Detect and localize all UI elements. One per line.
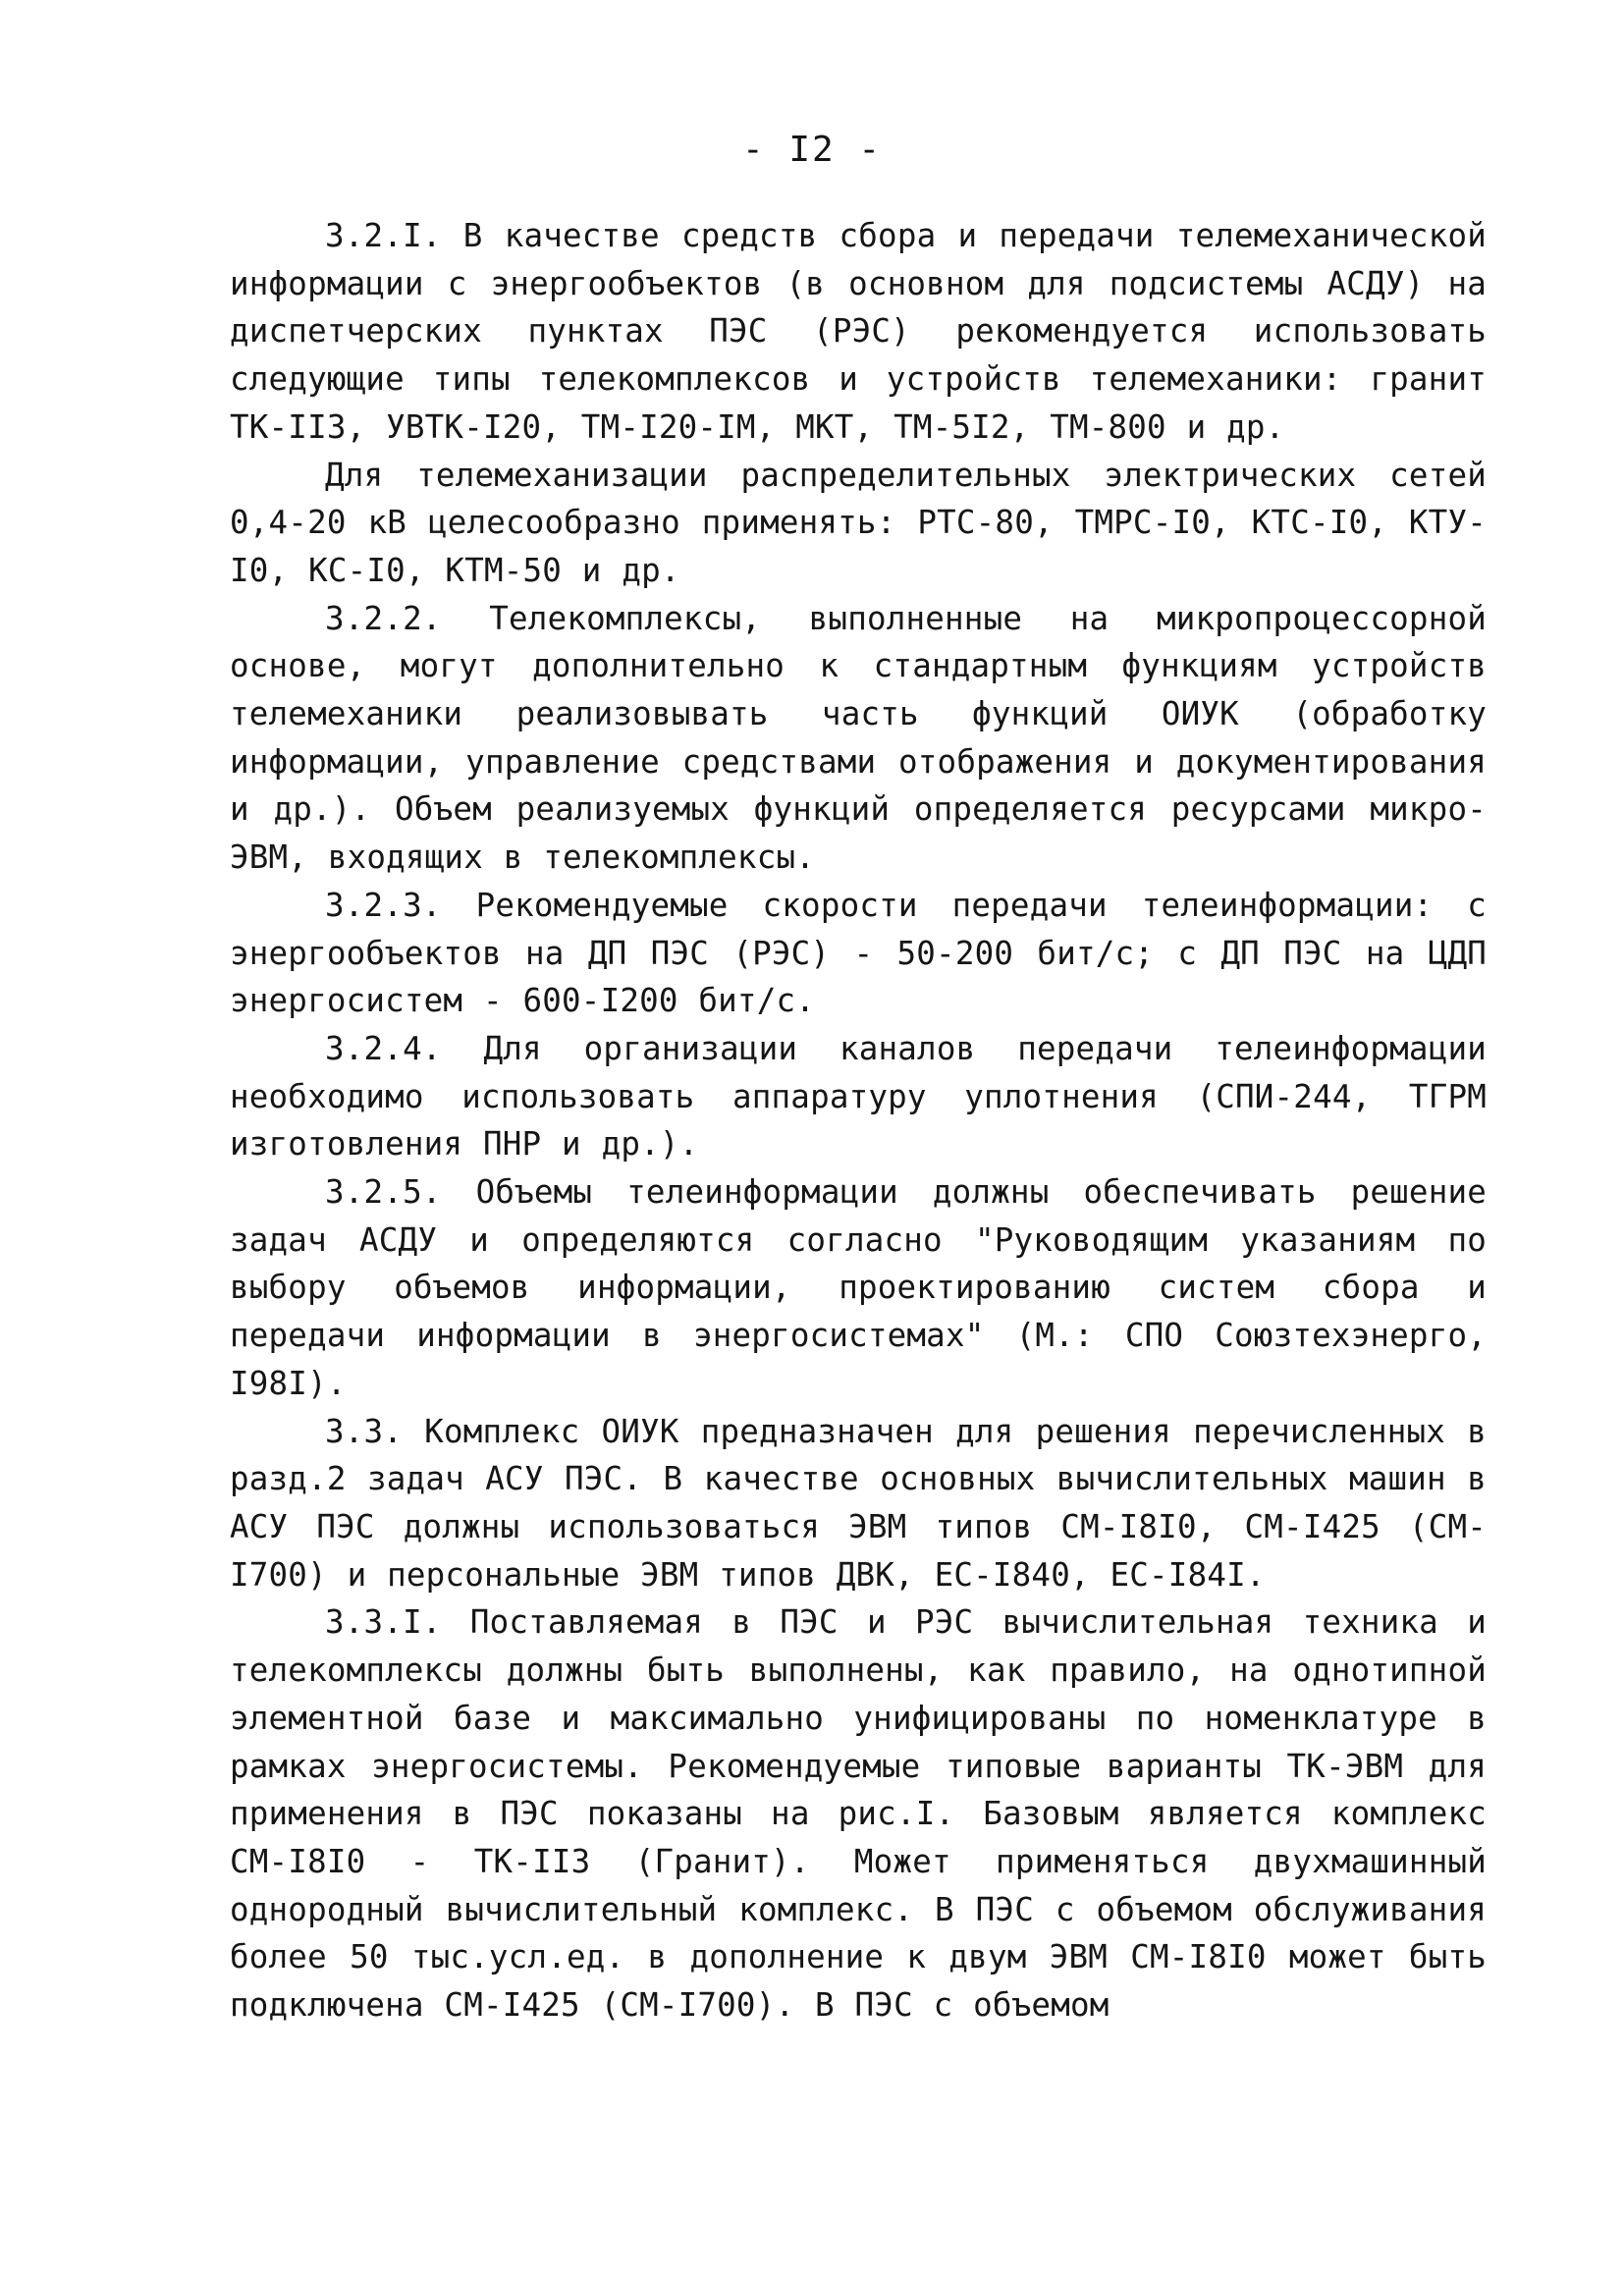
paragraph-3-2-2: 3.2.2. Телекомплексы, выполненные на микропроцессорной основе, могут дополнительно к стандартным функциям устройств телемеханики реализовывать часть функций ОИУК (обработку информации, управление средствами отображения и документирования и др.). Объем реализуемых функций определяется ресурсами микро-ЭВМ, входящих в телекомплексы.: [230, 599, 1487, 877]
paragraph-telemechanization: Для телемеханизации распределительных электрических сетей 0,4-20 кВ целесообразно применять: РТС-80, ТМРС-I0, КТС-I0, КТУ-I0, КС-I0, КТМ-50 и др.: [230, 456, 1487, 589]
body-text: [230, 212, 1487, 2029]
paragraph-3-2-1: 3.2.I. В качестве средств сбора и передачи телемеханической информации с энергообъектов (в основном для подсистемы АСДУ) на диспетчерских пунктах ПЭС (РЭС) рекомендуется использовать следующие типы телекомплексов и устройств телемеханики: гранит ТК-II3, УВТК-I20, ТМ-I20-IМ, МКТ, ТМ-5I2, ТМ-800 и др.: [230, 217, 1487, 446]
paragraph-3-2-4: 3.2.4. Для организации каналов передачи телеинформации необходимо использовать аппаратуру уплотнения (СПИ-244, ТГРМ изготовления ПНР и др.).: [230, 1029, 1487, 1164]
paragraph-3-3: 3.3. Комплекс ОИУК предназначен для решения перечисленных в разд.2 задач АСУ ПЭС. В качестве основных вычислительных машин в АСУ ПЭС должны использоваться ЭВМ типов СМ-I8I0, СМ-I425 (СМ-I700) и персональные ЭВМ типов ДВК, ЕС-I840, ЕС-I84I.: [230, 1412, 1487, 1594]
paragraph-3-2-5: 3.2.5. Объемы телеинформации должны обеспечивать решение задач АСДУ и определяются согласно "Руководящим указаниям по выбору объемов информации, проектированию систем сбора и передачи информации в энергосистемах" (М.: СПО Союзтехэнерго, I98I).: [230, 1173, 1487, 1402]
paragraph-3-2-3: 3.2.3. Рекомендуемые скорости передачи телеинформации: с энергообъектов на ДП ПЭС (РЭС) - 50-200 бит/с; с ДП ПЭС на ЦДП энергосистем - 600-I200 бит/с.: [230, 886, 1487, 1020]
paragraph-3-3-1: 3.3.I. Поставляемая в ПЭС и РЭС вычислительная техника и телекомплексы должны быть выполнены, как правило, на однотипной элементной базе и максимально унифицированы по номенклатуре в рамках энергосистемы. Рекомендуемые типовые варианты ТК-ЭВМ для применения в ПЭС показаны на рис.I. Базовым является комплекс СМ-I8I0 - ТК-II3 (Гранит). Может применяться двухмашинный однородный вычислительный комплекс. В ПЭС с объемом обслуживания более 50 тыс.усл.ед. в дополнение к двум ЭВМ СМ-I8I0 может быть подключена СМ-I425 (СМ-I700). В ПЭС с объемом: [230, 1603, 1487, 2025]
page-number: - I2 -: [741, 130, 883, 170]
